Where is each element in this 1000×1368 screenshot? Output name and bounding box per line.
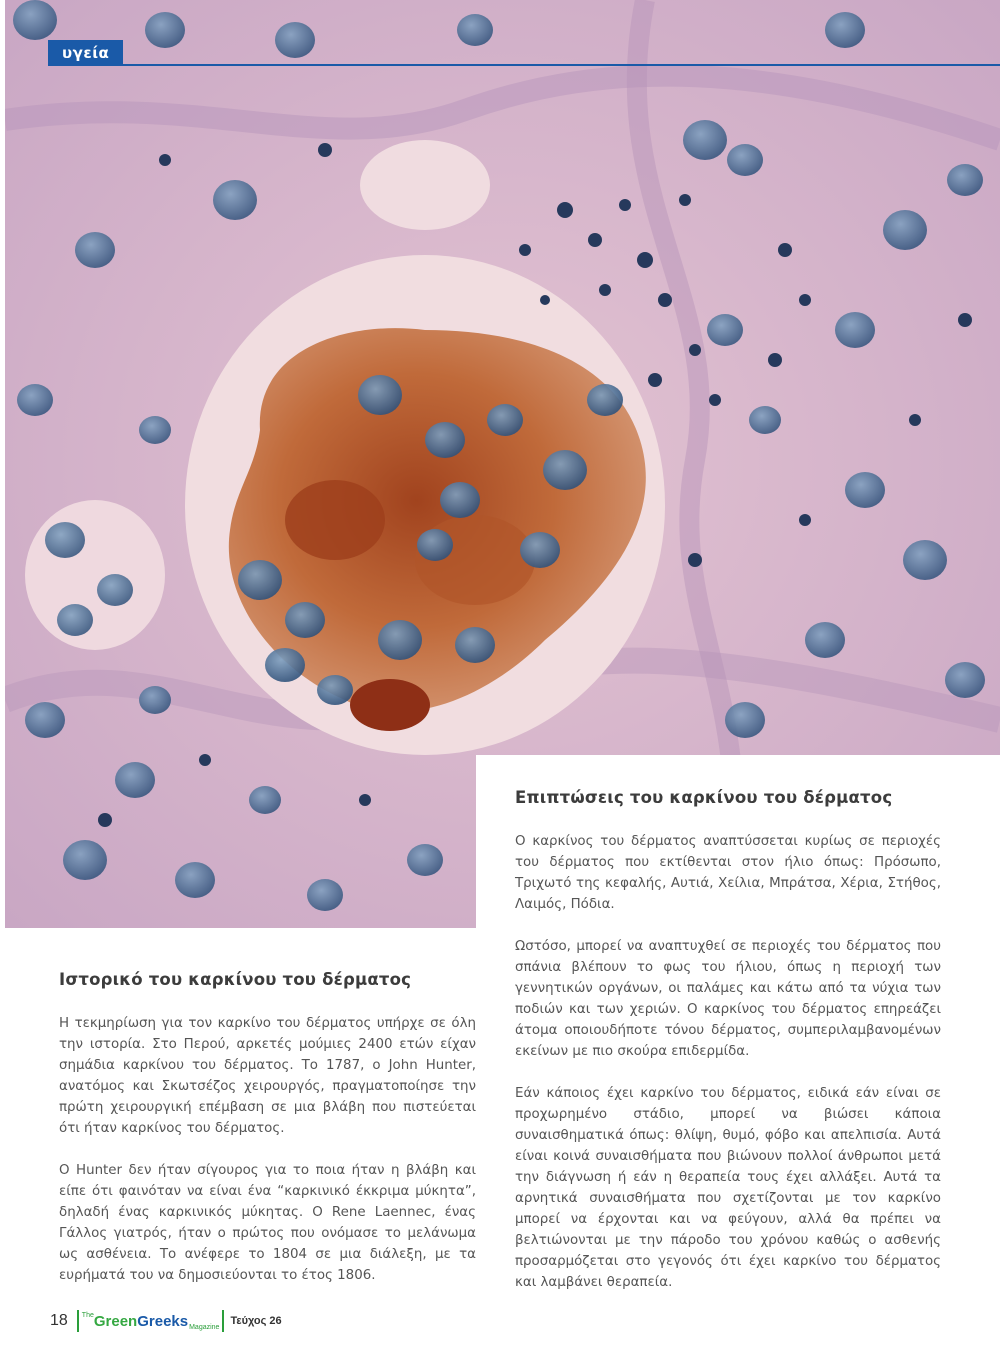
footer-divider: [77, 1310, 79, 1332]
paragraph: Ο Hunter δεν ήταν σίγουρος για το ποια ήταν η βλάβη και είπε ότι φαινόταν να είναι ένα “καρκινικό έκκριμα μύκητα”, δηλαδή ένας καρκινικός μύκητας. Ο Rene Laennec, ένας Γάλλος γιατρός, ήταν ο πρώτος που ονόμασε το μελάνωμα ως ασθένεια. Το ανέφερε το 1804 σε μια διάλεξη, με τα ευρήματά του να δημοσιεύονται το έτος 1806.: [59, 1163, 476, 1283]
page-number: 18: [50, 1312, 68, 1329]
logo-greeks: Greeks: [137, 1312, 189, 1330]
section-heading-effects: Επιπτώσεις του καρκίνου του δέρματος: [515, 788, 893, 807]
paragraph: Η τεκμηρίωση για τον καρκίνο του δέρματος υπήρχε σε όλη την ιστορία. Στο Περού, αρκετές μούμιες 2400 ετών είχαν σημάδια καρκίνου του δέρματος. Το 1787, ο John Hunter, ανατόμος και Σκωτσέζος χειρουργός, πραγματοποίησε την πρώτη χειρουργική επέμβαση σε μια βλάβη που πιστεύεται ότι ήταν καρκίνος του δέρματος.: [59, 1016, 476, 1136]
logo-the: The: [81, 1312, 94, 1319]
page-footer: [50, 1308, 282, 1334]
section-divider: [48, 64, 1000, 66]
article-column-right: [515, 788, 941, 1314]
footer-divider: [222, 1310, 224, 1332]
section-tag: υγεία: [48, 40, 123, 66]
logo-green: Green: [93, 1312, 138, 1330]
logo-magazine: Magazine: [189, 1324, 220, 1331]
paragraph: Ωστόσο, μπορεί να αναπτυχθεί σε περιοχές του δέρματος που σπάνια βλέπουν το φως του ήλιου, όπως η περιοχή των γεννητικών οργάνων, οι παλάμες και κάτω από τα νύχια των ποδιών και των χεριών. Ο καρκίνος του δέρματος επηρεάζει άτομα οποιουδήποτε τόνου δέρματος, συμπεριλαμβανομένων εκείνων με πιο σκούρα επιδερμίδα.: [515, 939, 941, 1059]
issue-label: Τεύχος 26: [230, 1315, 282, 1327]
article-column-left: [59, 970, 476, 1307]
section-heading-history: Ιστορικό του καρκίνου του δέρματος: [59, 970, 412, 989]
paragraph: Ο καρκίνος του δέρματος αναπτύσσεται κυρίως σε περιοχές του δέρματος που εκτίθενται στον ήλιο όπως: Πρόσωπο, Τριχωτό της κεφαλής, Αυτιά, Χείλια, Μπράτσα, Χέρια, Στήθος, Λαιμός, Πόδια.: [515, 834, 941, 912]
paragraph: Εάν κάποιος έχει καρκίνο του δέρματος, ειδικά εάν είναι σε προχωρημένο στάδιο, μπορεί να βιώσει κάποια συναισθηματικά όπως: θλίψη, θυμό, φόβο και απελπισία. Αυτά είναι κοινά συναισθήματα που βιώνουν πολλοί άνθρωποι μετά την διάγνωση ή εάν η θεραπεία τους έχει αλλάξει. Αυτά τα αρνητικά συναισθήματα που σχετίζονται με τον καρκίνο μπορεί να έρχονται και να φεύγουν, αλλά θα πρέπει να βελτιώνονται με την πάροδο του χρόνου καθώς ο ασθενής προσαρμόζεται στο γεγονός ότι έχει καρκίνο του δέρματος και λαμβάνει θεραπεία.: [515, 1086, 941, 1290]
